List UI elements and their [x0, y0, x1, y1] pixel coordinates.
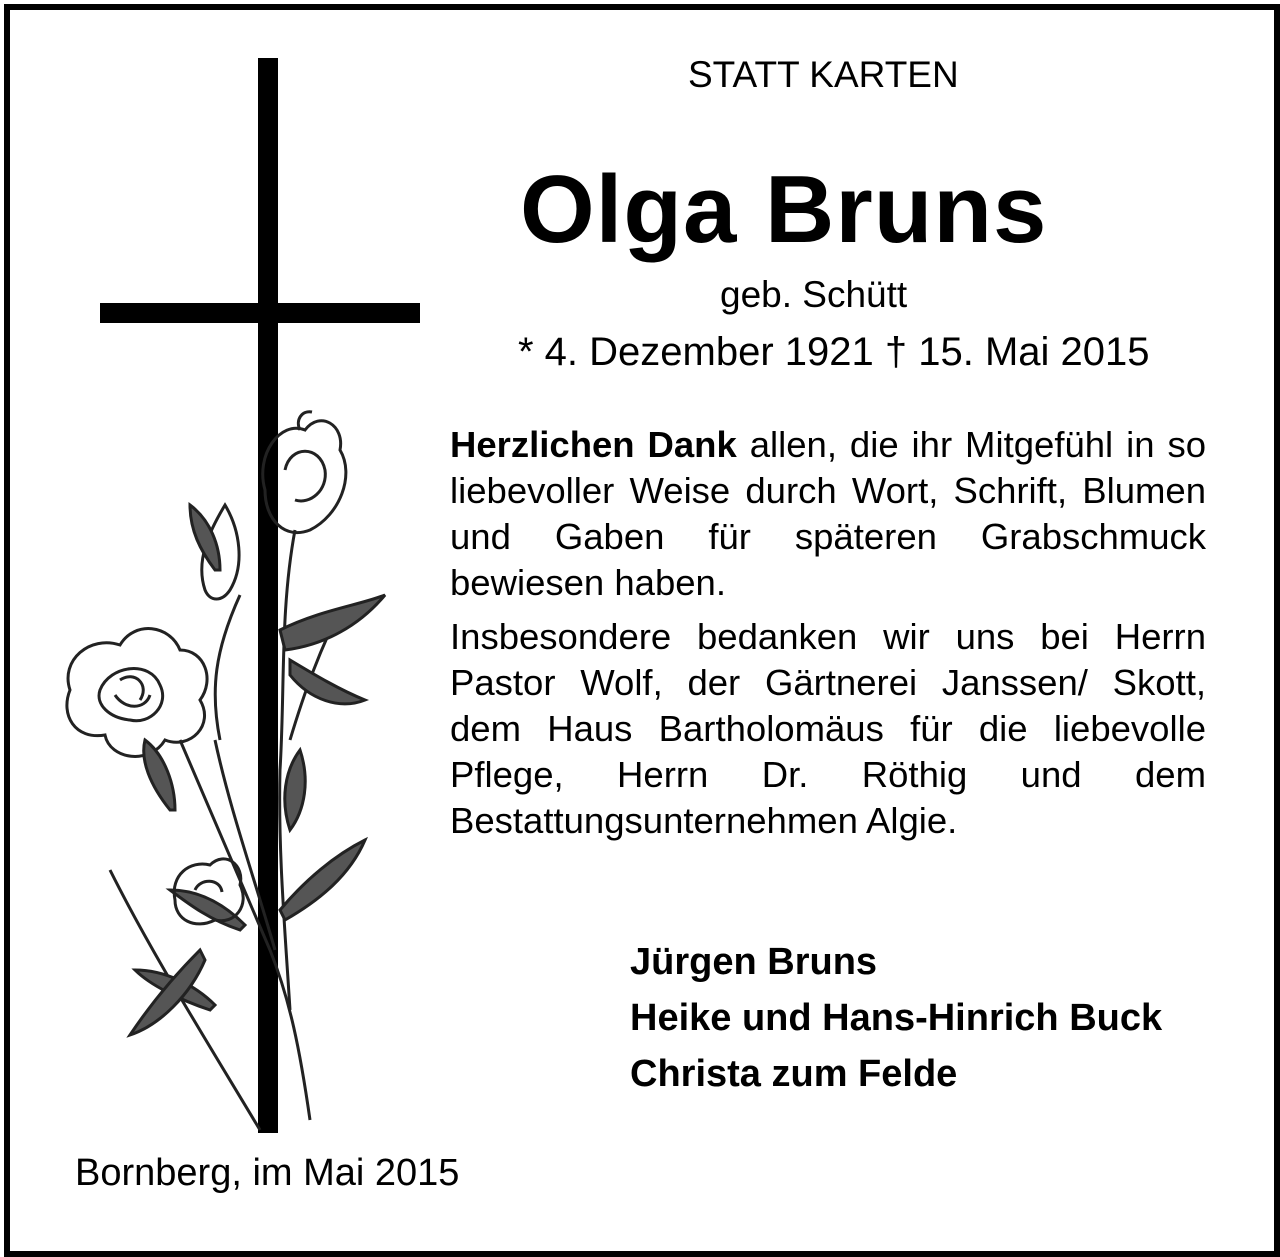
signer-1: Jürgen Bruns: [630, 941, 878, 983]
signer-2: Heike und Hans-Hinrich Buck: [630, 997, 1163, 1039]
signer-3: Christa zum Felde: [630, 1053, 958, 1095]
signers-list: [630, 934, 1162, 1102]
cross-with-roses-illustration: [40, 50, 420, 1150]
thanks-paragraph: [450, 422, 1206, 606]
rose-icon: [67, 412, 385, 1130]
place-date: Bornberg, im Mai 2015: [75, 1152, 460, 1194]
deceased-name: Olga Bruns: [520, 156, 1048, 263]
maiden-name: geb. Schütt: [720, 274, 908, 315]
life-dates: * 4. Dezember 1921 † 15. Mai 2015: [518, 330, 1150, 374]
thanks-text: [450, 422, 1206, 844]
thanks-rest: allen, die ihr Mitgefühl in so liebevoller Weise durch Wort, Schrift, Blumen und Gaben für späteren Grabschmuck bewiesen haben.: [450, 424, 1206, 603]
special-thanks-paragraph: Insbesondere bedanken wir uns bei Herrn Pastor Wolf, der Gärtnerei Janssen/ Skott, dem Haus Bartholomäus für die liebevolle Pflege, Herrn Dr. Röthig und dem Bestattungsunternehmen Algie.: [450, 616, 1206, 841]
notice-header: STATT KARTEN: [688, 54, 959, 95]
thanks-lead: Herzlichen Dank: [450, 424, 737, 465]
